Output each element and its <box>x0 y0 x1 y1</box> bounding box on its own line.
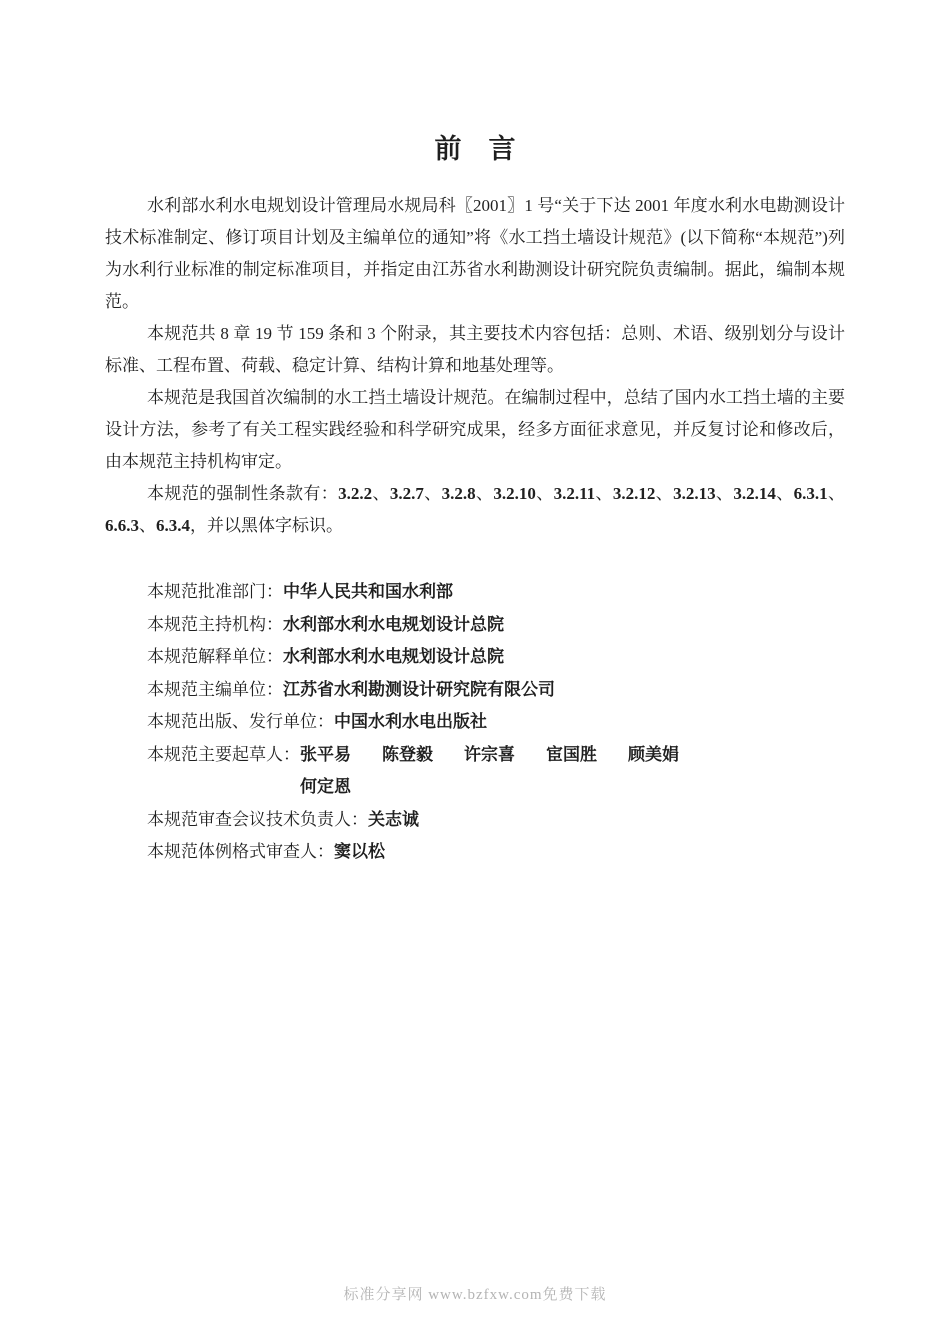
credit-item-publisher <box>105 706 845 739</box>
paragraph-4-mandatory-clauses <box>105 478 845 542</box>
credit-item-drafters <box>105 739 845 804</box>
credit-label: 本规范主要起草人： <box>147 744 300 764</box>
credit-label: 本规范出版、发行单位： <box>147 712 334 731</box>
credit-value: 中国水利水电出版社 <box>334 712 487 731</box>
text-run: 本规范是我国首次编制的水工挡土墙设计规范。在编制过程中，总结了国内水工挡土墙的主要设计方法，参考了有关工程实践经验和科学研究成果，经多方面征求意见，并反复讨论和修改后，由本规范主持机构审定。 <box>105 388 845 471</box>
drafter-name: 宦国胜 <box>546 744 597 764</box>
drafter-names-row-2 <box>300 771 679 804</box>
credits-list <box>105 576 845 869</box>
credit-value: 关志诚 <box>368 809 419 829</box>
text-run: 、 <box>827 484 846 503</box>
text-run: ，并以黑体字标识。 <box>190 516 343 535</box>
watermark-footer: 标准分享网 www.bzfxw.com免费下载 <box>343 1287 607 1303</box>
text-run: 3.2.11 <box>553 484 596 503</box>
text-run: 3.2.12 <box>612 484 656 503</box>
text-run: 、 <box>715 484 734 503</box>
text-run: 3.2.13 <box>673 484 716 503</box>
text-run: 、 <box>475 484 494 503</box>
text-run: 3.2.14 <box>733 484 776 503</box>
drafter-name: 张平易 <box>300 744 351 764</box>
drafter-name: 何定恩 <box>300 777 351 796</box>
paragraph-2 <box>105 318 845 382</box>
credit-item-chief-editor-unit <box>105 674 845 707</box>
text-run: 本规范共 8 章 19 节 159 条和 3 个附录，其主要技术内容包括：总则、术语、级别划分与设计标准、工程布置、荷载、稳定计算、结构计算和地基处理等。 <box>105 324 845 375</box>
credit-item-interpretation-unit <box>105 641 845 674</box>
text-run: 本规范的强制性条款有： <box>147 484 339 503</box>
text-run: 3.2.2 <box>338 484 373 503</box>
credit-value: 窦以松 <box>334 842 385 861</box>
text-run: 3.2.7 <box>389 484 424 503</box>
drafter-name: 顾美娟 <box>628 744 679 764</box>
text-run: 、 <box>423 484 442 503</box>
credit-value: 江苏省水利勘测设计研究院有限公司 <box>283 679 555 699</box>
paragraph-3 <box>105 382 845 478</box>
credit-label: 本规范解释单位： <box>147 647 283 666</box>
credit-label: 本规范审查会议技术负责人： <box>147 809 368 829</box>
credit-label: 本规范主编单位： <box>147 679 283 699</box>
credit-label: 本规范批准部门： <box>147 582 283 601</box>
text-run: 、 <box>595 484 613 503</box>
credit-item-host-org <box>105 609 845 642</box>
drafter-name: 许宗喜 <box>464 744 515 764</box>
text-run: 、 <box>775 484 794 503</box>
credit-item-review-tech-lead <box>105 804 845 837</box>
credit-value: 中华人民共和国水利部 <box>283 582 453 601</box>
text-run: 、 <box>372 484 390 503</box>
drafter-names-row-1 <box>300 739 679 772</box>
page-content <box>105 0 845 869</box>
preface-paragraphs <box>105 190 845 542</box>
page-title: 前 言 <box>434 134 516 164</box>
text-run: 6.3.1 <box>793 484 828 503</box>
text-run: 、 <box>655 484 674 503</box>
text-run: 3.2.10 <box>493 484 536 503</box>
text-run: 6.3.4 <box>156 516 190 535</box>
drafter-name: 陈登毅 <box>382 744 433 764</box>
credit-item-approval-dept <box>105 576 845 609</box>
credit-value: 水利部水利水电规划设计总院 <box>283 647 504 666</box>
text-run: 、 <box>535 484 554 503</box>
text-run: 、 <box>139 516 156 535</box>
credit-label: 本规范主持机构： <box>147 614 283 634</box>
credit-label: 本规范体例格式审查人： <box>147 842 334 861</box>
text-run: 3.2.8 <box>441 484 476 503</box>
credit-value: 水利部水利水电规划设计总院 <box>283 614 504 634</box>
credit-item-format-reviewer <box>105 836 845 869</box>
drafter-names <box>300 739 679 804</box>
text-run: 水利部水利水电规划设计管理局水规局科〖2001〗1 号“关于下达 2001 年度水利水电勘测设计技术标准制定、修订项目计划及主编单位的通知”将《水工挡土墙设计规范》(以下简称“本规范”)列为水利行业标准的制定标准项目，并指定由江苏省水利勘测设计研究院负责编制。据此，编制本规范。 <box>105 196 845 311</box>
paragraph-1 <box>105 190 845 318</box>
text-run: 6.6.3 <box>105 516 139 535</box>
